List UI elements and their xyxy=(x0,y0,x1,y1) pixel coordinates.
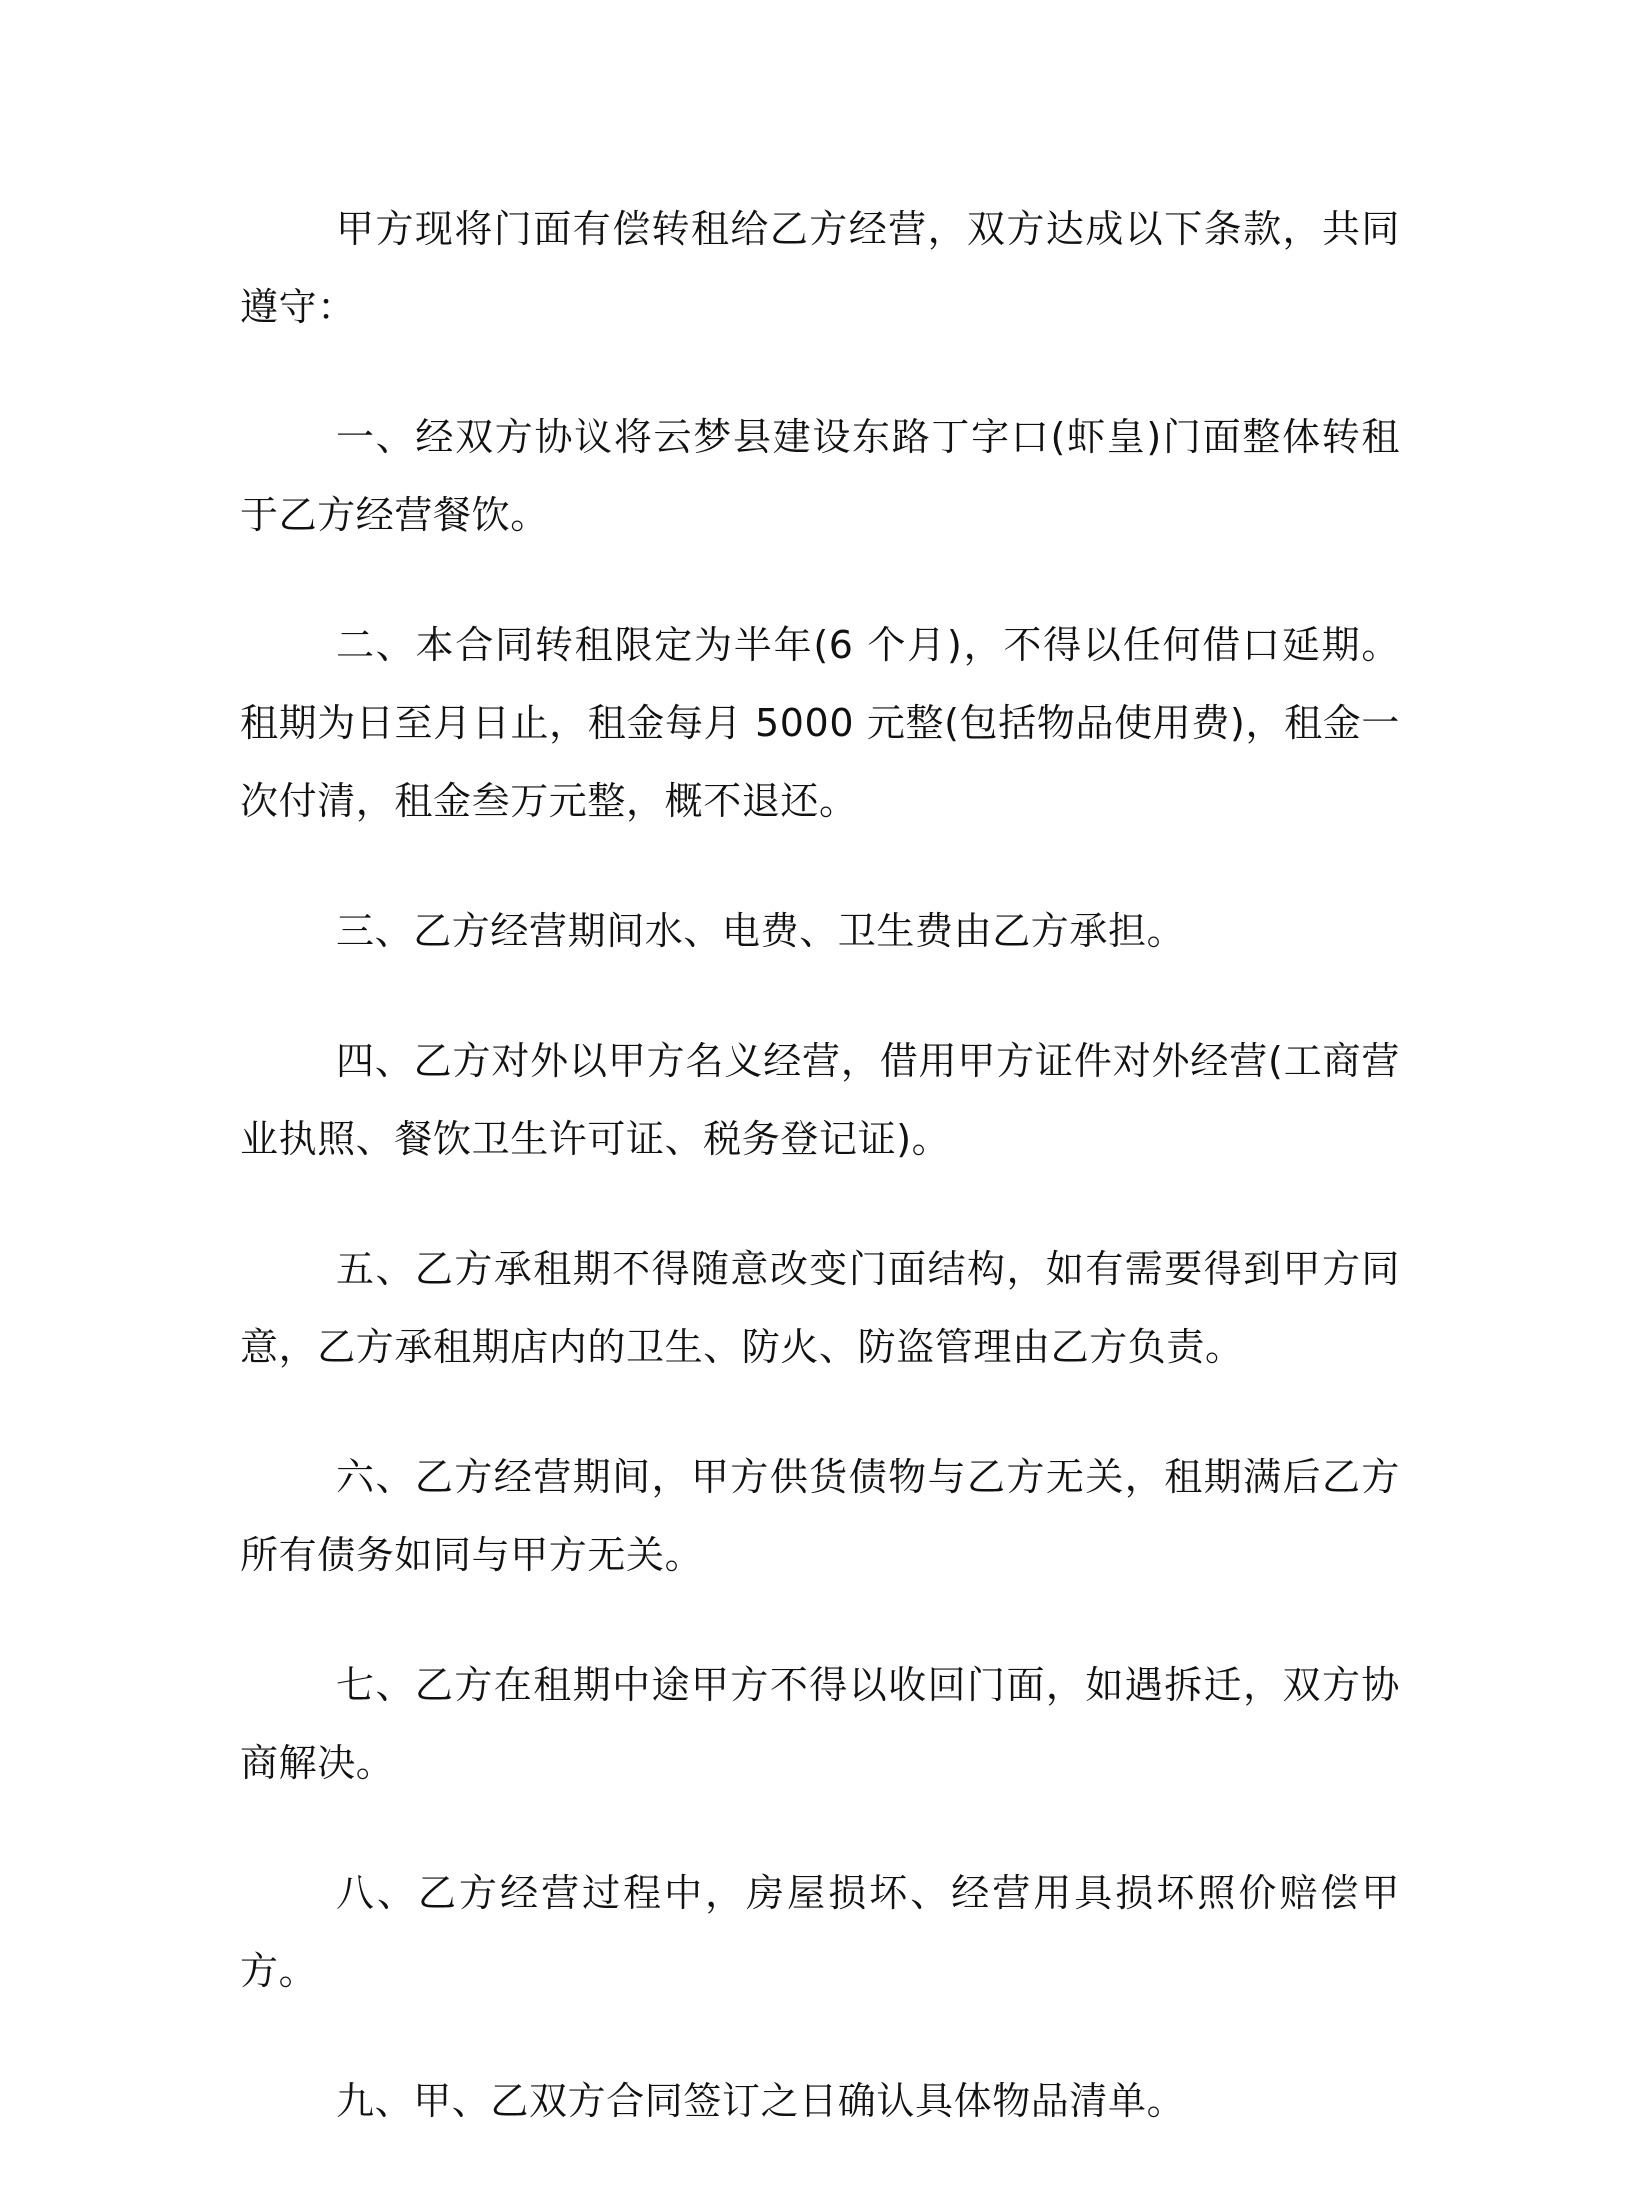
clause-4: 四、乙方对外以甲方名义经营，借用甲方证件对外经营(工商营业执照、餐饮卫生许可证、税务登记证)。 xyxy=(240,1039,1400,1161)
clause-9: 九、甲、乙双方合同签订之日确认具体物品清单。 xyxy=(336,2079,1186,2123)
clause-3: 三、乙方经营期间水、电费、卫生费由乙方承担。 xyxy=(336,909,1186,953)
intro-paragraph: 甲方现将门面有偿转租给乙方经营，双方达成以下条款，共同遵守： xyxy=(240,207,1400,329)
clause-8: 八、乙方经营过程中，房屋损坏、经营用具损坏照价赔偿甲方。 xyxy=(240,1871,1400,1993)
document-body xyxy=(240,190,1400,2192)
clause-5: 五、乙方承租期不得随意改变门面结构，如有需要得到甲方同意，乙方承租期店内的卫生、防火、防盗管理由乙方负责。 xyxy=(240,1247,1400,1369)
clause-7: 七、乙方在租期中途甲方不得以收回门面，如遇拆迁，双方协商解决。 xyxy=(240,1663,1400,1785)
clause-1: 一、经双方协议将云梦县建设东路丁字口(虾皇)门面整体转租于乙方经营餐饮。 xyxy=(240,415,1400,537)
clause-6: 六、乙方经营期间，甲方供货债物与乙方无关，租期满后乙方所有债务如同与甲方无关。 xyxy=(240,1455,1400,1577)
clause-2: 二、本合同转租限定为半年(6 个月)，不得以任何借口延期。租期为日至月日止，租金每月 5000 元整(包括物品使用费)，租金一次付清，租金叁万元整，概不退还。 xyxy=(240,623,1400,823)
